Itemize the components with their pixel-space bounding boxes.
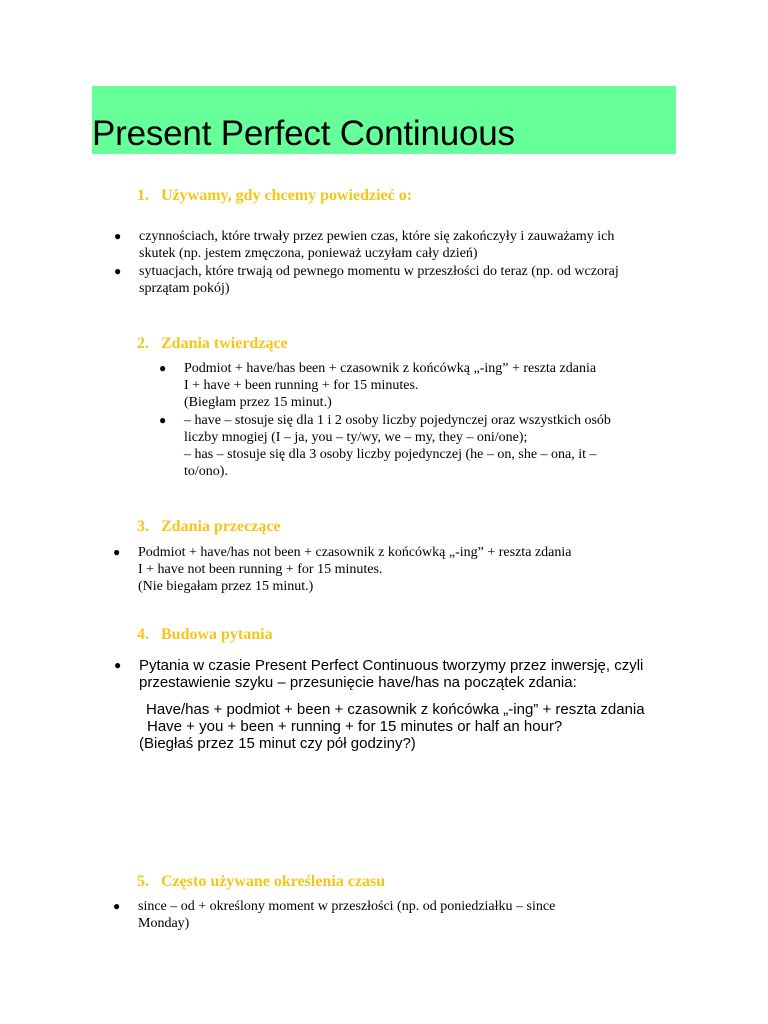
bullet-icon: ● <box>113 545 121 559</box>
section-5-heading: 5. Często używane określenia czasu <box>137 873 386 890</box>
section-4-heading: 4. Budowa pytania <box>137 626 273 643</box>
list-item: ● Podmiot + have/has been + czasownik z końcówką „-ing” + reszta zdania I + have + been running + for 15 minutes. (Biegłam przez 15 minut.) <box>159 361 597 410</box>
list-item: ● Podmiot + have/has not been + czasownik z końcówką „-ing” + reszta zdania I + have not been running + for 15 minutes. (Nie biegałam przez 15 minut.) <box>113 545 572 594</box>
list-item: ● sytuacjach, które trwają od pewnego momentu w przeszłości do teraz (np. od wczoraj sprzątam pokój) <box>114 264 619 296</box>
list-item: ● – have – stosuje się dla 1 i 2 osoby liczby pojedynczej oraz wszystkich osób liczby mnogiej (I – ja, you – ty/wy, we – my, they – oni/one); – has – stosuje się dla 3 osoby liczby pojedynczej (he – on, she – ona, it – to/ono). <box>159 413 611 479</box>
bullet-icon: ● <box>114 229 122 243</box>
page-title: Present Perfect Continuous <box>92 114 515 153</box>
bullet-icon: ● <box>113 899 121 913</box>
list-item: ● since – od + określony moment w przeszłości (np. od poniedziałku – since Monday) <box>113 899 556 931</box>
section-2-heading: 2. Zdania twierdzące <box>137 335 288 352</box>
title-band <box>92 86 676 154</box>
bullet-icon: ● <box>159 413 167 427</box>
bullet-icon: ● <box>159 361 167 375</box>
list-item: ● czynnościach, które trwały przez pewien czas, które się zakończyły i zauważamy ich skutek (np. jestem zmęczona, ponieważ uczyłam cały dzień) <box>114 229 615 261</box>
bullet-icon: ● <box>114 264 122 278</box>
list-item: ● Pytania w czasie Present Perfect Continuous tworzymy przez inwersję, czyli przestawienie szyku – przesunięcie have/has na początek zdania: <box>114 657 644 691</box>
section-3-heading: 3. Zdania przeczące <box>137 518 281 535</box>
bullet-icon: ● <box>114 658 122 672</box>
question-example: Have/has + podmiot + been + czasownik z końcówka „-ing” + reszta zdania Have + you + been + running + for 15 minutes or half an hour? (Biegłaś przez 15 minut czy pół godziny?) <box>139 701 645 752</box>
section-1-heading: 1. Używamy, gdy chcemy powiedzieć o: <box>137 187 413 204</box>
